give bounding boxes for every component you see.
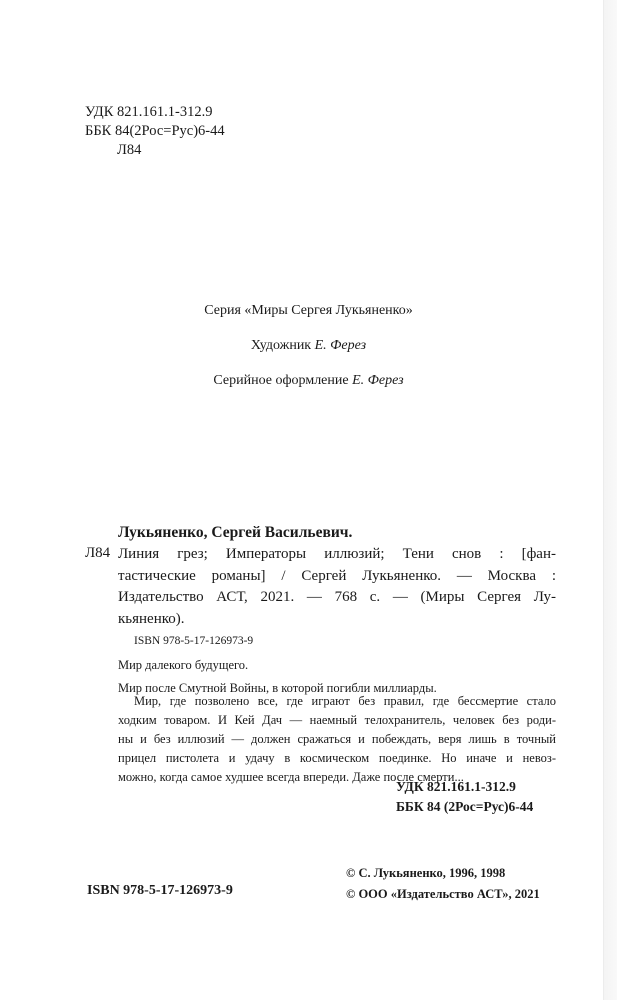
classification-udk: УДК 821.161.1-312.9	[396, 779, 516, 794]
description-line: Линия грез; Императоры иллюзий; Тени снов : [фан-	[118, 546, 556, 562]
bibliographic-description	[118, 544, 556, 630]
series-line	[0, 303, 617, 319]
author-heading: Лукьяненко, Сергей Васильевич.	[118, 524, 353, 541]
copyright-author: © С. Лукьяненко, 1996, 1998	[346, 866, 506, 880]
classification-bbk: ББК 84 (2Рос=Рус)6-44	[396, 799, 534, 814]
artist-name: Е. Ферез	[314, 338, 367, 353]
copyright-publisher: © ООО «Издательство АСТ», 2021	[346, 887, 540, 901]
annotation-text: Мир после Смутной Войны, в которой погибли миллиарды.	[118, 681, 437, 695]
annotation-paragraph-line: Мир, где позволено все, где играют без правил, где бессмертие стало	[134, 694, 556, 708]
description-line: кьяненко).	[118, 610, 185, 627]
annotation-paragraph-line: ходким товаром. И Кей Дач — наемный телохранитель, человек без роди-	[118, 713, 556, 727]
artist-label: Художник	[250, 338, 315, 353]
artist-line	[0, 338, 617, 354]
annotation-paragraph-line: прицел пистолета и удачу в космическом поединке. Но иначе и невоз-	[118, 751, 556, 765]
design-line	[0, 373, 617, 389]
annotation-text: Мир далекого будущего.	[118, 658, 249, 672]
series-name: «Миры Сергея Лукьяненко»	[244, 303, 413, 318]
design-label: Серийное оформление	[213, 373, 353, 388]
bibliographic-isbn: ISBN 978-5-17-126973-9	[134, 635, 254, 647]
page-edge	[603, 0, 617, 1000]
series-prefix: Серия	[204, 303, 245, 318]
header-udk: УДК 821.161.1-312.9	[85, 104, 213, 120]
annotation-paragraph-line: можно, когда самое худшее всегда впереди. Даже после смерти...	[118, 770, 464, 784]
description-line: Издательство АСТ, 2021. — 768 с. — (Миры Сергея Лу-	[118, 589, 556, 605]
header-code: Л84	[117, 142, 142, 158]
annotation-paragraph-line: ны и без иллюзий — должен сражаться и побеждать, веря лишь в точный	[118, 732, 556, 746]
annotation-paragraph	[118, 692, 556, 787]
design-name: Е. Ферез	[352, 373, 404, 388]
footer-isbn: ISBN 978-5-17-126973-9	[87, 883, 233, 898]
annotation-line1	[118, 656, 556, 675]
description-line: тастические романы] / Сергей Лукьяненко. — Москва :	[118, 567, 556, 584]
bibliographic-code: Л84	[85, 545, 111, 561]
header-bbk: ББК 84(2Рос=Рус)6-44	[85, 123, 225, 139]
